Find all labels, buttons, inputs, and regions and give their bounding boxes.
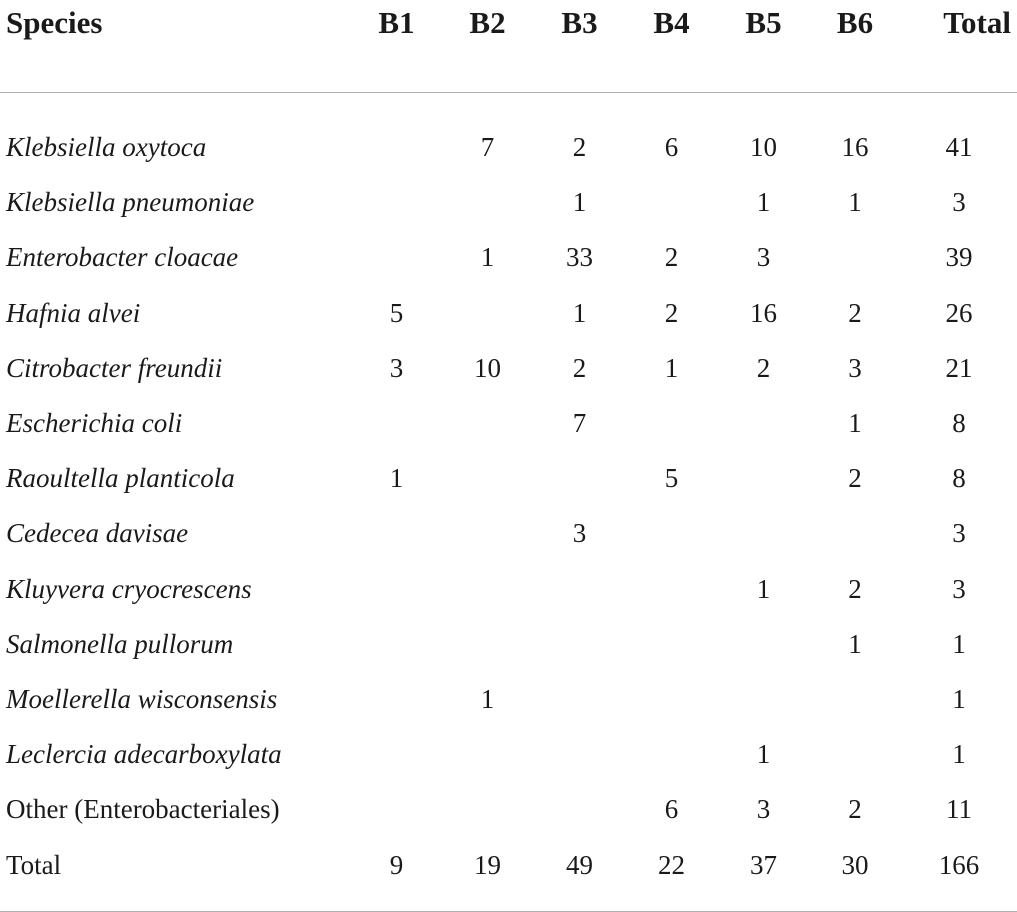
count-b3 (534, 727, 625, 782)
table-row (0, 672, 1017, 727)
table-row (0, 175, 1017, 230)
table-row (0, 782, 1017, 837)
header-divider (0, 44, 1017, 93)
count-b3 (534, 562, 625, 617)
count-b1 (352, 727, 441, 782)
count-b1 (352, 506, 441, 561)
count-b4: 5 (664, 463, 679, 494)
species-name: Moellerella wisconsensis (6, 683, 278, 714)
count-b4 (625, 672, 718, 727)
header-species: Species (6, 4, 103, 40)
count-b6: 2 (848, 794, 862, 825)
count-b1: 1 (389, 463, 404, 494)
count-b2 (441, 562, 534, 617)
count-b4: 6 (664, 132, 679, 163)
count-b5: 1 (756, 739, 771, 770)
species-name: Other (Enterobacteriales) (6, 794, 280, 825)
species-name: Raoultella planticola (6, 463, 235, 494)
count-b3: 2 (572, 132, 587, 163)
count-b5 (718, 672, 809, 727)
row-total: 8 (952, 463, 966, 494)
count-b1: 5 (389, 297, 404, 328)
count-b1 (352, 175, 441, 230)
count-b1: 3 (389, 352, 404, 383)
count-b4 (625, 506, 718, 561)
count-b6: 2 (848, 573, 862, 604)
species-name: Leclercia adecarboxylata (6, 739, 282, 770)
bottom-divider (0, 893, 1017, 912)
count-b2 (441, 286, 534, 341)
species-name: Escherichia coli (6, 408, 183, 439)
count-b3: 49 (566, 849, 593, 880)
header-b1: B1 (378, 4, 415, 40)
count-b5: 37 (750, 849, 777, 880)
count-b3 (534, 451, 625, 506)
count-b4 (625, 175, 718, 230)
count-b1 (352, 672, 441, 727)
count-b6 (809, 506, 901, 561)
row-total: 26 (945, 297, 973, 328)
count-b5: 3 (756, 794, 771, 825)
header-b6: B6 (836, 4, 874, 40)
count-b6: 2 (848, 297, 862, 328)
count-b4 (625, 396, 718, 451)
row-total: 11 (946, 794, 972, 825)
header-b3: B3 (561, 4, 598, 40)
header-row (0, 0, 1017, 44)
table-body (0, 120, 1017, 893)
count-b4: 6 (664, 794, 679, 825)
count-b3: 3 (572, 518, 587, 549)
count-b1 (352, 617, 441, 672)
count-b3 (534, 617, 625, 672)
species-name: Citrobacter freundii (6, 352, 223, 383)
row-total: 3 (952, 573, 966, 604)
count-b5 (718, 396, 809, 451)
count-b6: 1 (848, 187, 862, 218)
table-row (0, 617, 1017, 672)
count-b4 (625, 562, 718, 617)
count-b5: 1 (756, 187, 771, 218)
species-name: Enterobacter cloacae (6, 242, 239, 273)
count-b5: 1 (756, 573, 771, 604)
count-b4 (625, 617, 718, 672)
count-b2 (441, 727, 534, 782)
count-b1 (352, 562, 441, 617)
count-b3: 1 (572, 297, 587, 328)
count-b3 (534, 782, 625, 837)
count-b3: 7 (572, 408, 587, 439)
count-b4: 2 (664, 297, 679, 328)
species-name: Klebsiella oxytoca (6, 132, 207, 163)
count-b6: 1 (848, 408, 862, 439)
header-b4: B4 (653, 4, 690, 40)
count-b6: 3 (848, 352, 862, 383)
species-name: Salmonella pullorum (6, 628, 234, 659)
header-total: Total (943, 4, 1011, 40)
count-b4: 2 (664, 242, 679, 273)
row-total: 166 (938, 849, 980, 880)
count-b1 (352, 396, 441, 451)
header-b5: B5 (745, 4, 782, 40)
table-row (0, 396, 1017, 451)
count-b5: 3 (756, 242, 771, 273)
table-row (0, 562, 1017, 617)
count-b6: 30 (841, 849, 869, 880)
count-b2: 1 (480, 242, 495, 273)
species-name: Hafnia alvei (6, 297, 141, 328)
row-total: 39 (945, 242, 973, 273)
count-b6: 1 (848, 628, 862, 659)
species-name: Total (6, 849, 62, 880)
count-b5: 16 (750, 297, 777, 328)
count-b1 (352, 230, 441, 285)
count-b4: 22 (658, 849, 685, 880)
count-b1 (352, 120, 441, 175)
count-b6: 2 (848, 463, 862, 494)
count-b2 (441, 782, 534, 837)
count-b3: 33 (566, 242, 593, 273)
header-b2: B2 (469, 4, 506, 40)
count-b5 (718, 617, 809, 672)
table-row (0, 451, 1017, 506)
row-total: 3 (952, 518, 966, 549)
row-total: 3 (952, 187, 966, 218)
species-name: Cedecea davisae (6, 518, 189, 549)
table-row (0, 506, 1017, 561)
row-total: 1 (952, 739, 966, 770)
row-total: 1 (952, 683, 966, 714)
species-name: Klebsiella pneumoniae (6, 187, 255, 218)
table-row (0, 286, 1017, 341)
species-name: Kluyvera cryocrescens (6, 573, 252, 604)
count-b6 (809, 727, 901, 782)
row-total: 41 (945, 132, 973, 163)
row-total: 1 (952, 628, 966, 659)
count-b1: 9 (389, 849, 404, 880)
count-b2: 7 (480, 132, 495, 163)
count-b4: 1 (664, 352, 679, 383)
count-b5: 2 (756, 352, 771, 383)
count-b2 (441, 175, 534, 230)
row-total: 8 (952, 408, 966, 439)
table-row (0, 230, 1017, 285)
count-b3: 2 (572, 352, 587, 383)
count-b5 (718, 506, 809, 561)
count-b2 (441, 506, 534, 561)
count-b6 (809, 672, 901, 727)
count-b3 (534, 672, 625, 727)
count-b6 (809, 230, 901, 285)
count-b4 (625, 727, 718, 782)
count-b1 (352, 782, 441, 837)
count-b5 (718, 451, 809, 506)
table-row (0, 727, 1017, 782)
row-total: 21 (945, 352, 973, 383)
count-b2: 19 (474, 849, 501, 880)
count-b2 (441, 451, 534, 506)
table-row (0, 120, 1017, 175)
count-b2: 1 (480, 683, 495, 714)
table-row (0, 837, 1017, 892)
count-b5: 10 (750, 132, 777, 163)
count-b6: 16 (841, 132, 869, 163)
count-b2 (441, 617, 534, 672)
table-row (0, 341, 1017, 396)
count-b2: 10 (474, 352, 501, 383)
count-b2 (441, 396, 534, 451)
count-b3: 1 (572, 187, 587, 218)
